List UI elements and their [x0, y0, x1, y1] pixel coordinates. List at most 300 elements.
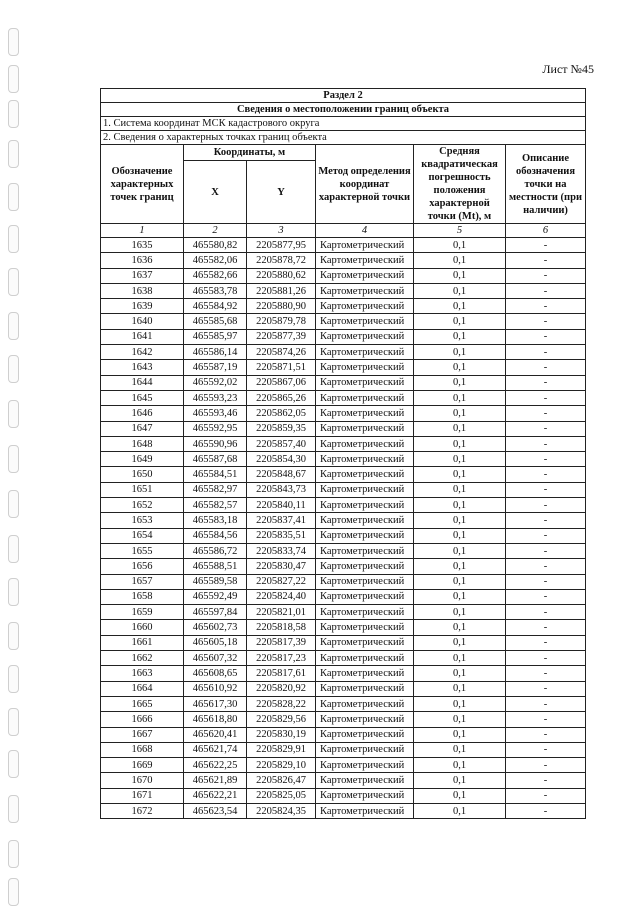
- binder-hole: [8, 183, 19, 211]
- error-cell: 0,1: [414, 605, 506, 620]
- method-cell: Картометрический: [316, 452, 414, 467]
- point-id-cell: 1657: [101, 574, 184, 589]
- x-coordinate-cell: 465585,68: [184, 314, 247, 329]
- point-id-cell: 1654: [101, 528, 184, 543]
- binder-hole: [8, 622, 19, 650]
- point-id-cell: 1645: [101, 390, 184, 405]
- error-cell: 0,1: [414, 436, 506, 451]
- description-cell: -: [506, 482, 586, 497]
- method-cell: Картометрический: [316, 482, 414, 497]
- description-cell: -: [506, 712, 586, 727]
- description-cell: -: [506, 498, 586, 513]
- method-cell: Картометрический: [316, 605, 414, 620]
- y-coordinate-cell: 2205880,62: [247, 268, 316, 283]
- table-row: [101, 253, 586, 268]
- binder-hole: [8, 490, 19, 518]
- point-id-cell: 1642: [101, 345, 184, 360]
- error-cell: 0,1: [414, 268, 506, 283]
- error-cell: 0,1: [414, 482, 506, 497]
- header-method: Метод определения координат характерной точки: [316, 145, 414, 224]
- description-cell: -: [506, 390, 586, 405]
- description-cell: -: [506, 360, 586, 375]
- error-cell: 0,1: [414, 543, 506, 558]
- points-info-line: 2. Сведения о характерных точках границ объекта: [101, 131, 586, 145]
- binder-hole: [8, 708, 19, 736]
- header-coordinates: Координаты, м: [184, 145, 316, 161]
- table-row: [101, 742, 586, 757]
- x-coordinate-cell: 465582,06: [184, 253, 247, 268]
- description-cell: -: [506, 651, 586, 666]
- error-cell: 0,1: [414, 651, 506, 666]
- point-id-cell: 1648: [101, 436, 184, 451]
- y-coordinate-cell: 2205878,72: [247, 253, 316, 268]
- point-id-cell: 1661: [101, 635, 184, 650]
- y-coordinate-cell: 2205830,47: [247, 559, 316, 574]
- error-cell: 0,1: [414, 238, 506, 253]
- table-row: [101, 360, 586, 375]
- point-id-cell: 1636: [101, 253, 184, 268]
- header-point-designation: Обозначение характерных точек границ: [101, 145, 184, 224]
- x-coordinate-cell: 465602,73: [184, 620, 247, 635]
- method-cell: Картометрический: [316, 329, 414, 344]
- x-coordinate-cell: 465610,92: [184, 681, 247, 696]
- binder-hole: [8, 100, 19, 128]
- y-coordinate-cell: 2205833,74: [247, 543, 316, 558]
- header-x: X: [184, 161, 247, 224]
- description-cell: -: [506, 742, 586, 757]
- x-coordinate-cell: 465582,57: [184, 498, 247, 513]
- y-coordinate-cell: 2205862,05: [247, 406, 316, 421]
- binder-hole: [8, 400, 19, 428]
- error-cell: 0,1: [414, 329, 506, 344]
- point-id-cell: 1647: [101, 421, 184, 436]
- table-row: [101, 620, 586, 635]
- description-cell: -: [506, 421, 586, 436]
- y-coordinate-cell: 2205829,10: [247, 758, 316, 773]
- error-cell: 0,1: [414, 528, 506, 543]
- table-body: [101, 238, 586, 819]
- y-coordinate-cell: 2205817,39: [247, 635, 316, 650]
- table-row: [101, 758, 586, 773]
- x-coordinate-cell: 465584,92: [184, 299, 247, 314]
- point-id-cell: 1641: [101, 329, 184, 344]
- table-row: [101, 436, 586, 451]
- error-cell: 0,1: [414, 635, 506, 650]
- table-row: [101, 345, 586, 360]
- point-id-cell: 1649: [101, 452, 184, 467]
- description-cell: -: [506, 299, 586, 314]
- description-cell: -: [506, 513, 586, 528]
- x-coordinate-cell: 465584,56: [184, 528, 247, 543]
- y-coordinate-cell: 2205843,73: [247, 482, 316, 497]
- y-coordinate-cell: 2205817,61: [247, 666, 316, 681]
- point-id-cell: 1664: [101, 681, 184, 696]
- error-cell: 0,1: [414, 406, 506, 421]
- binder-hole: [8, 578, 19, 606]
- method-cell: Картометрический: [316, 620, 414, 635]
- method-cell: Картометрический: [316, 436, 414, 451]
- description-cell: -: [506, 589, 586, 604]
- header-y: Y: [247, 161, 316, 224]
- method-cell: Картометрический: [316, 681, 414, 696]
- y-coordinate-cell: 2205857,40: [247, 436, 316, 451]
- description-cell: -: [506, 559, 586, 574]
- y-coordinate-cell: 2205835,51: [247, 528, 316, 543]
- point-id-cell: 1637: [101, 268, 184, 283]
- error-cell: 0,1: [414, 513, 506, 528]
- description-cell: -: [506, 238, 586, 253]
- point-id-cell: 1660: [101, 620, 184, 635]
- description-cell: -: [506, 283, 586, 298]
- x-coordinate-cell: 465580,82: [184, 238, 247, 253]
- y-coordinate-cell: 2205840,11: [247, 498, 316, 513]
- x-coordinate-cell: 465621,74: [184, 742, 247, 757]
- table-row: [101, 421, 586, 436]
- x-coordinate-cell: 465622,21: [184, 788, 247, 803]
- y-coordinate-cell: 2205848,67: [247, 467, 316, 482]
- col-number: 2: [184, 224, 247, 238]
- x-coordinate-cell: 465605,18: [184, 635, 247, 650]
- error-cell: 0,1: [414, 253, 506, 268]
- method-cell: Картометрический: [316, 498, 414, 513]
- table-row: [101, 788, 586, 803]
- description-cell: -: [506, 666, 586, 681]
- method-cell: Картометрический: [316, 253, 414, 268]
- x-coordinate-cell: 465590,96: [184, 436, 247, 451]
- method-cell: Картометрический: [316, 696, 414, 711]
- x-coordinate-cell: 465597,84: [184, 605, 247, 620]
- table-row: [101, 727, 586, 742]
- error-cell: 0,1: [414, 666, 506, 681]
- table-row: [101, 681, 586, 696]
- point-id-cell: 1653: [101, 513, 184, 528]
- method-cell: Картометрический: [316, 528, 414, 543]
- x-coordinate-cell: 465583,78: [184, 283, 247, 298]
- point-id-cell: 1638: [101, 283, 184, 298]
- table-row: [101, 238, 586, 253]
- description-cell: -: [506, 268, 586, 283]
- description-cell: -: [506, 803, 586, 818]
- method-cell: Картометрический: [316, 467, 414, 482]
- y-coordinate-cell: 2205881,26: [247, 283, 316, 298]
- description-cell: -: [506, 452, 586, 467]
- error-cell: 0,1: [414, 589, 506, 604]
- x-coordinate-cell: 465622,25: [184, 758, 247, 773]
- table-row: [101, 283, 586, 298]
- description-cell: -: [506, 345, 586, 360]
- x-coordinate-cell: 465608,65: [184, 666, 247, 681]
- error-cell: 0,1: [414, 773, 506, 788]
- y-coordinate-cell: 2205826,47: [247, 773, 316, 788]
- binder-hole: [8, 312, 19, 340]
- point-id-cell: 1643: [101, 360, 184, 375]
- point-id-cell: 1667: [101, 727, 184, 742]
- x-coordinate-cell: 465584,51: [184, 467, 247, 482]
- method-cell: Картометрический: [316, 773, 414, 788]
- y-coordinate-cell: 2205821,01: [247, 605, 316, 620]
- description-cell: -: [506, 773, 586, 788]
- table-row: [101, 299, 586, 314]
- error-cell: 0,1: [414, 742, 506, 757]
- point-id-cell: 1659: [101, 605, 184, 620]
- point-id-cell: 1666: [101, 712, 184, 727]
- col-number: 4: [316, 224, 414, 238]
- y-coordinate-cell: 2205874,26: [247, 345, 316, 360]
- section-subtitle: Сведения о местоположении границ объекта: [101, 103, 586, 117]
- method-cell: Картометрический: [316, 574, 414, 589]
- error-cell: 0,1: [414, 788, 506, 803]
- method-cell: Картометрический: [316, 299, 414, 314]
- y-coordinate-cell: 2205829,56: [247, 712, 316, 727]
- x-coordinate-cell: 465620,41: [184, 727, 247, 742]
- error-cell: 0,1: [414, 574, 506, 589]
- table-row: [101, 696, 586, 711]
- point-id-cell: 1652: [101, 498, 184, 513]
- description-cell: -: [506, 314, 586, 329]
- x-coordinate-cell: 465585,97: [184, 329, 247, 344]
- error-cell: 0,1: [414, 299, 506, 314]
- y-coordinate-cell: 2205825,05: [247, 788, 316, 803]
- error-cell: 0,1: [414, 727, 506, 742]
- binder-hole: [8, 750, 19, 778]
- description-cell: -: [506, 605, 586, 620]
- method-cell: Картометрический: [316, 513, 414, 528]
- method-cell: Картометрический: [316, 712, 414, 727]
- y-coordinate-cell: 2205830,19: [247, 727, 316, 742]
- x-coordinate-cell: 465617,30: [184, 696, 247, 711]
- table-row: [101, 773, 586, 788]
- method-cell: Картометрический: [316, 666, 414, 681]
- error-cell: 0,1: [414, 375, 506, 390]
- coordinate-system-line: 1. Система координат МСК кадастрового округа: [101, 117, 586, 131]
- point-id-cell: 1662: [101, 651, 184, 666]
- binder-hole: [8, 878, 19, 906]
- x-coordinate-cell: 465621,89: [184, 773, 247, 788]
- x-coordinate-cell: 465586,14: [184, 345, 247, 360]
- x-coordinate-cell: 465586,72: [184, 543, 247, 558]
- x-coordinate-cell: 465582,66: [184, 268, 247, 283]
- point-id-cell: 1640: [101, 314, 184, 329]
- error-cell: 0,1: [414, 283, 506, 298]
- description-cell: -: [506, 788, 586, 803]
- method-cell: Картометрический: [316, 635, 414, 650]
- table-row: [101, 574, 586, 589]
- y-coordinate-cell: 2205820,92: [247, 681, 316, 696]
- method-cell: Картометрический: [316, 390, 414, 405]
- method-cell: Картометрический: [316, 543, 414, 558]
- y-coordinate-cell: 2205877,39: [247, 329, 316, 344]
- point-id-cell: 1658: [101, 589, 184, 604]
- description-cell: -: [506, 635, 586, 650]
- method-cell: Картометрический: [316, 727, 414, 742]
- x-coordinate-cell: 465623,54: [184, 803, 247, 818]
- table-row: [101, 498, 586, 513]
- table-row: [101, 589, 586, 604]
- description-cell: -: [506, 528, 586, 543]
- table-row: [101, 467, 586, 482]
- col-number: 1: [101, 224, 184, 238]
- description-cell: -: [506, 758, 586, 773]
- sheet-number: Лист №45: [542, 62, 594, 76]
- binder-hole: [8, 445, 19, 473]
- table-row: [101, 651, 586, 666]
- method-cell: Картометрический: [316, 268, 414, 283]
- method-cell: Картометрический: [316, 651, 414, 666]
- method-cell: Картометрический: [316, 314, 414, 329]
- method-cell: Картометрический: [316, 742, 414, 757]
- x-coordinate-cell: 465589,58: [184, 574, 247, 589]
- method-cell: Картометрический: [316, 238, 414, 253]
- y-coordinate-cell: 2205829,91: [247, 742, 316, 757]
- error-cell: 0,1: [414, 498, 506, 513]
- description-cell: -: [506, 329, 586, 344]
- description-cell: -: [506, 436, 586, 451]
- error-cell: 0,1: [414, 681, 506, 696]
- table-row: [101, 605, 586, 620]
- col-number: 5: [414, 224, 506, 238]
- method-cell: Картометрический: [316, 283, 414, 298]
- description-cell: -: [506, 543, 586, 558]
- y-coordinate-cell: 2205871,51: [247, 360, 316, 375]
- x-coordinate-cell: 465583,18: [184, 513, 247, 528]
- x-coordinate-cell: 465593,46: [184, 406, 247, 421]
- description-cell: -: [506, 681, 586, 696]
- x-coordinate-cell: 465588,51: [184, 559, 247, 574]
- table-row: [101, 406, 586, 421]
- header-description: Описание обозначения точки на местности (при наличии): [506, 145, 586, 224]
- method-cell: Картометрический: [316, 589, 414, 604]
- table-row: [101, 528, 586, 543]
- y-coordinate-cell: 2205828,22: [247, 696, 316, 711]
- table-row: [101, 390, 586, 405]
- table-row: [101, 314, 586, 329]
- method-cell: Картометрический: [316, 345, 414, 360]
- error-cell: 0,1: [414, 390, 506, 405]
- point-id-cell: 1646: [101, 406, 184, 421]
- y-coordinate-cell: 2205817,23: [247, 651, 316, 666]
- binder-hole: [8, 840, 19, 868]
- table-row: [101, 329, 586, 344]
- table-row: [101, 635, 586, 650]
- point-id-cell: 1655: [101, 543, 184, 558]
- y-coordinate-cell: 2205880,90: [247, 299, 316, 314]
- table-row: [101, 375, 586, 390]
- method-cell: Картометрический: [316, 406, 414, 421]
- table-row: [101, 268, 586, 283]
- point-id-cell: 1669: [101, 758, 184, 773]
- description-cell: -: [506, 375, 586, 390]
- y-coordinate-cell: 2205827,22: [247, 574, 316, 589]
- point-id-cell: 1644: [101, 375, 184, 390]
- y-coordinate-cell: 2205837,41: [247, 513, 316, 528]
- table-row: [101, 803, 586, 818]
- error-cell: 0,1: [414, 467, 506, 482]
- description-cell: -: [506, 620, 586, 635]
- binder-holes: [8, 0, 22, 905]
- method-cell: Картометрический: [316, 375, 414, 390]
- x-coordinate-cell: 465587,68: [184, 452, 247, 467]
- description-cell: -: [506, 406, 586, 421]
- y-coordinate-cell: 2205854,30: [247, 452, 316, 467]
- error-cell: 0,1: [414, 758, 506, 773]
- error-cell: 0,1: [414, 452, 506, 467]
- point-id-cell: 1639: [101, 299, 184, 314]
- x-coordinate-cell: 465618,80: [184, 712, 247, 727]
- binder-hole: [8, 140, 19, 168]
- table-row: [101, 543, 586, 558]
- x-coordinate-cell: 465607,32: [184, 651, 247, 666]
- error-cell: 0,1: [414, 345, 506, 360]
- method-cell: Картометрический: [316, 788, 414, 803]
- description-cell: -: [506, 574, 586, 589]
- error-cell: 0,1: [414, 360, 506, 375]
- point-id-cell: 1656: [101, 559, 184, 574]
- table-row: [101, 666, 586, 681]
- error-cell: 0,1: [414, 559, 506, 574]
- error-cell: 0,1: [414, 696, 506, 711]
- y-coordinate-cell: 2205818,58: [247, 620, 316, 635]
- binder-hole: [8, 225, 19, 253]
- x-coordinate-cell: 465587,19: [184, 360, 247, 375]
- table-row: [101, 513, 586, 528]
- description-cell: -: [506, 696, 586, 711]
- error-cell: 0,1: [414, 421, 506, 436]
- error-cell: 0,1: [414, 314, 506, 329]
- y-coordinate-cell: 2205824,35: [247, 803, 316, 818]
- description-cell: -: [506, 253, 586, 268]
- x-coordinate-cell: 465593,23: [184, 390, 247, 405]
- point-id-cell: 1665: [101, 696, 184, 711]
- description-cell: -: [506, 467, 586, 482]
- binder-hole: [8, 795, 19, 823]
- point-id-cell: 1635: [101, 238, 184, 253]
- method-cell: Картометрический: [316, 758, 414, 773]
- y-coordinate-cell: 2205877,95: [247, 238, 316, 253]
- description-cell: -: [506, 727, 586, 742]
- point-id-cell: 1670: [101, 773, 184, 788]
- binder-hole: [8, 535, 19, 563]
- x-coordinate-cell: 465592,02: [184, 375, 247, 390]
- error-cell: 0,1: [414, 620, 506, 635]
- y-coordinate-cell: 2205865,26: [247, 390, 316, 405]
- y-coordinate-cell: 2205867,06: [247, 375, 316, 390]
- point-id-cell: 1671: [101, 788, 184, 803]
- point-id-cell: 1668: [101, 742, 184, 757]
- section-title: Раздел 2: [101, 89, 586, 103]
- point-id-cell: 1663: [101, 666, 184, 681]
- binder-hole: [8, 355, 19, 383]
- binder-hole: [8, 65, 19, 93]
- header-error: Средняя квадратическая погрешность положения характерной точки (Mt), м: [414, 145, 506, 224]
- table-row: [101, 452, 586, 467]
- method-cell: Картометрический: [316, 559, 414, 574]
- point-id-cell: 1672: [101, 803, 184, 818]
- method-cell: Картометрический: [316, 803, 414, 818]
- y-coordinate-cell: 2205859,35: [247, 421, 316, 436]
- table-row: [101, 559, 586, 574]
- table-row: [101, 712, 586, 727]
- binder-hole: [8, 268, 19, 296]
- method-cell: Картометрический: [316, 421, 414, 436]
- x-coordinate-cell: 465592,49: [184, 589, 247, 604]
- error-cell: 0,1: [414, 712, 506, 727]
- binder-hole: [8, 28, 19, 56]
- x-coordinate-cell: 465582,97: [184, 482, 247, 497]
- y-coordinate-cell: 2205879,78: [247, 314, 316, 329]
- y-coordinate-cell: 2205824,40: [247, 589, 316, 604]
- col-number: 6: [506, 224, 586, 238]
- method-cell: Картометрический: [316, 360, 414, 375]
